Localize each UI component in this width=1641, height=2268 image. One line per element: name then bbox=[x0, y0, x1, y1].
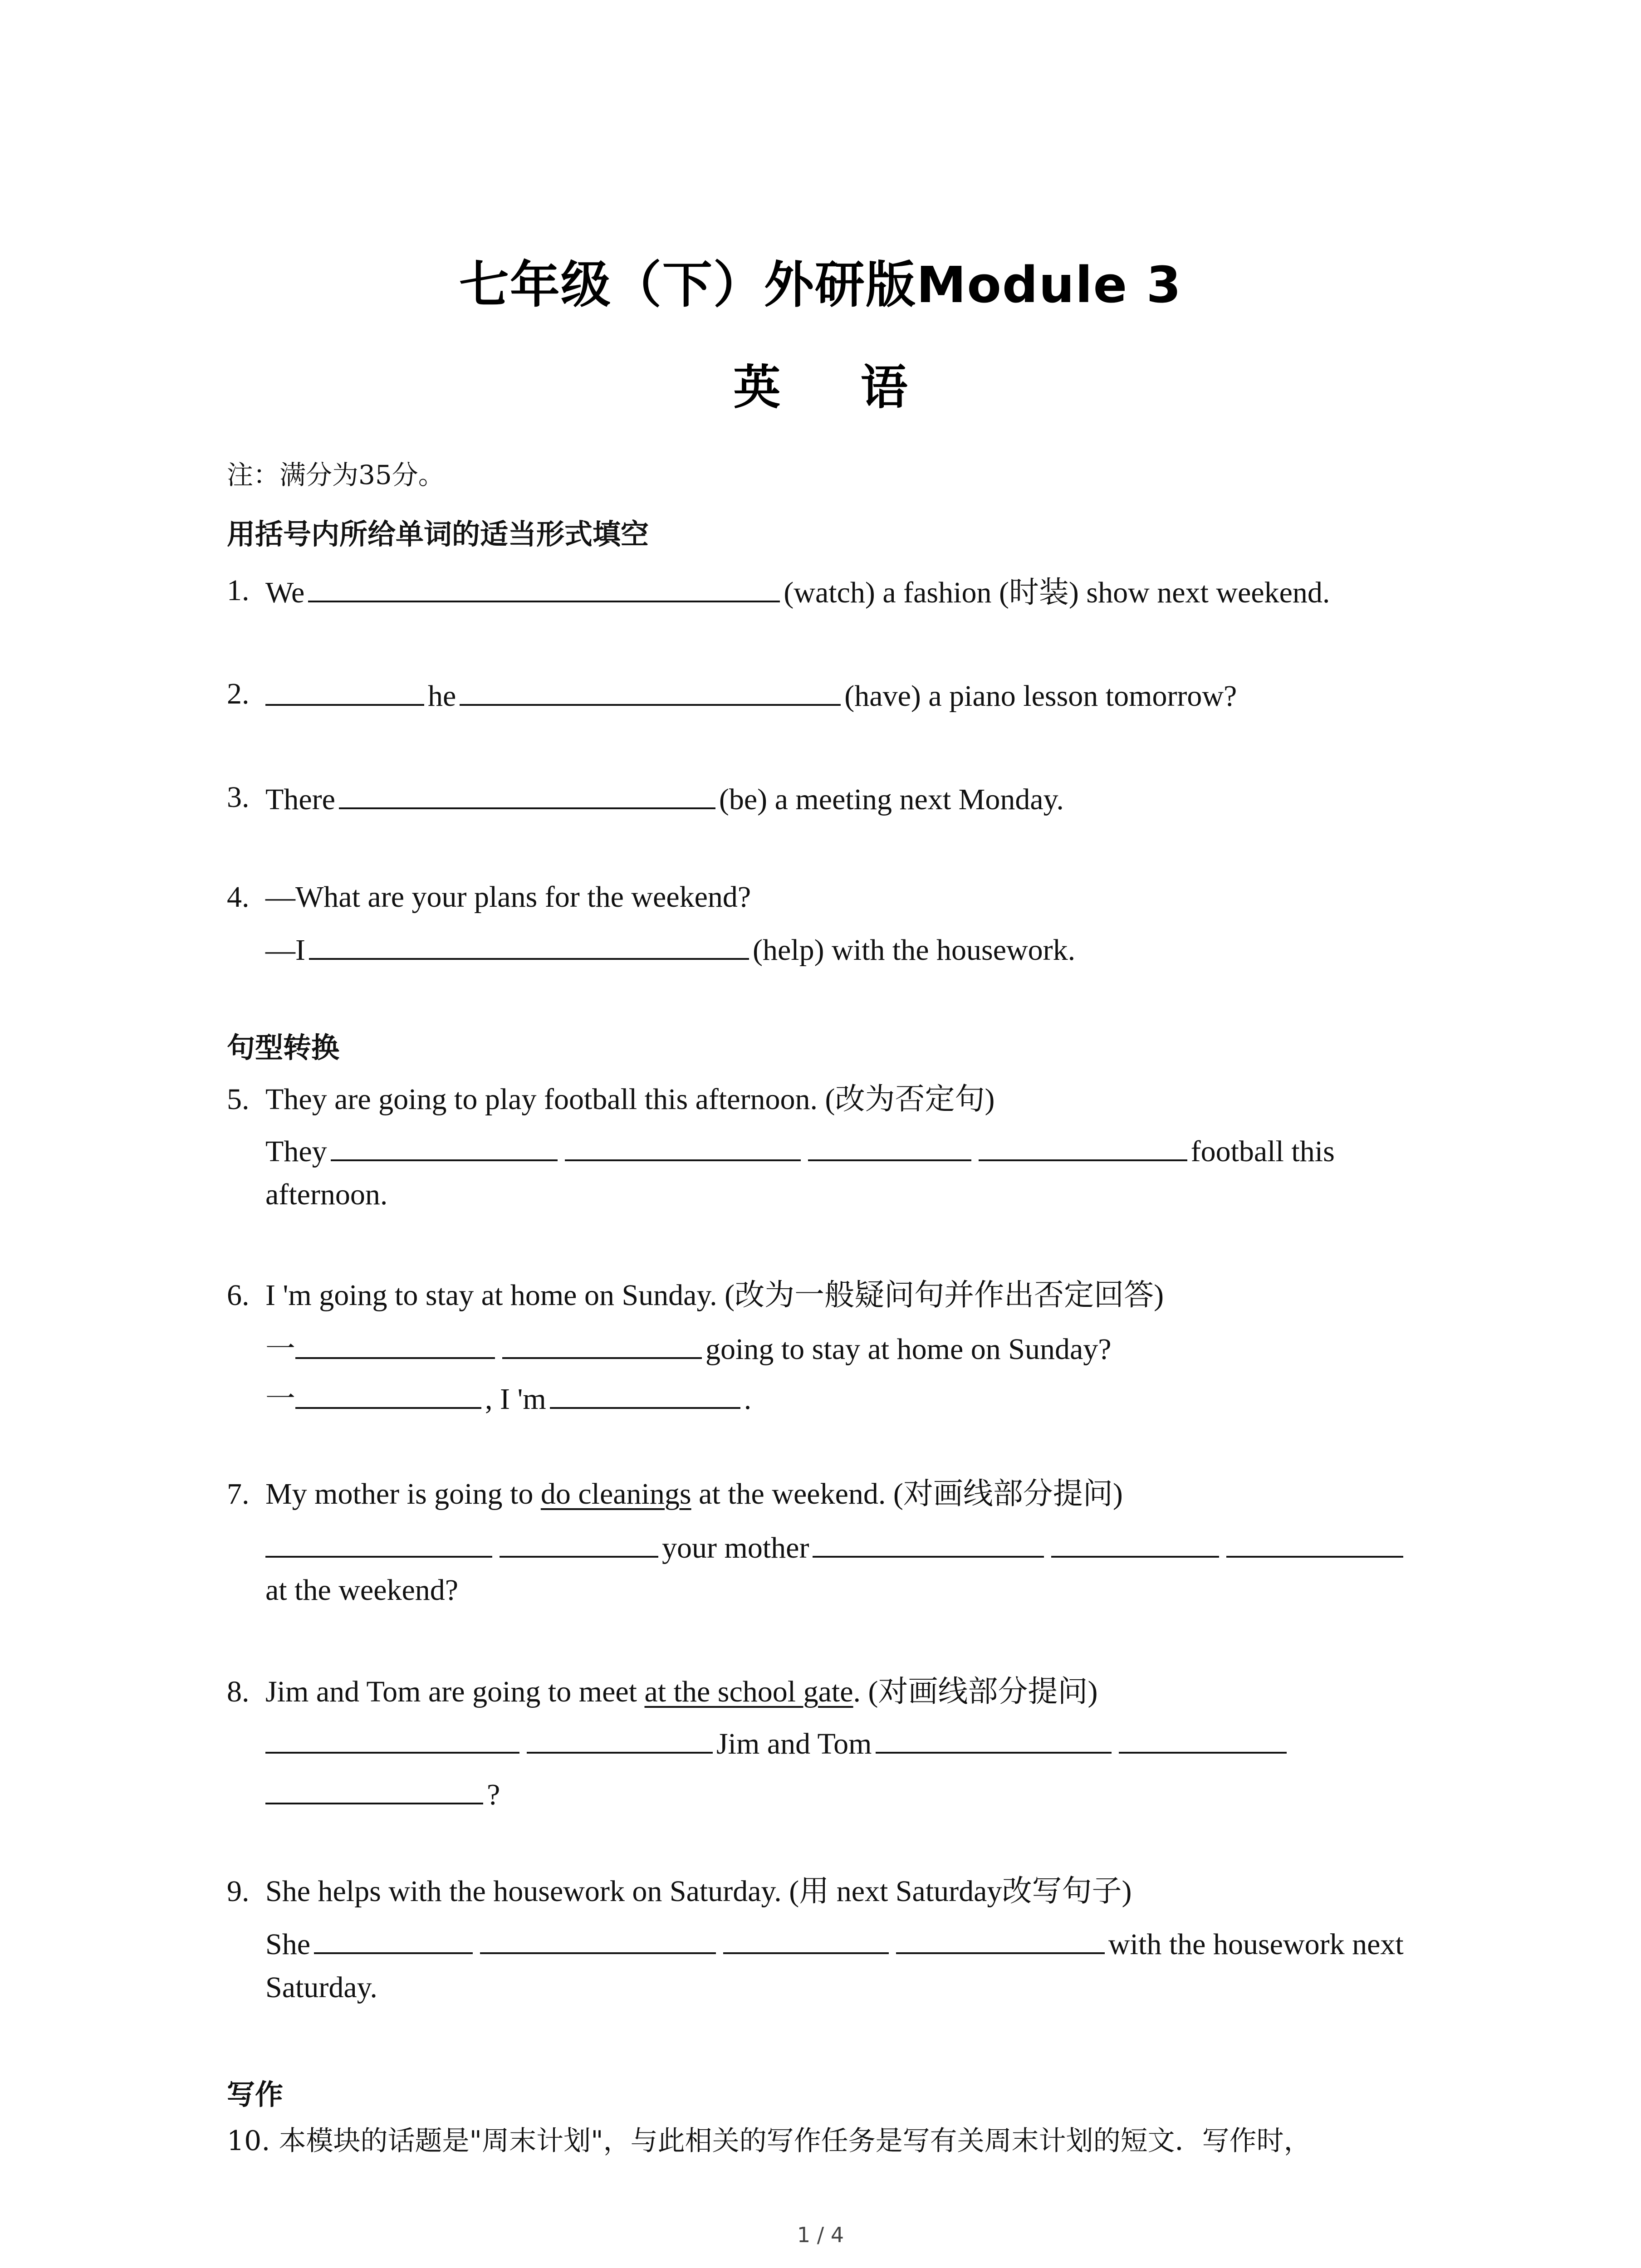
question-5-answer: They football this bbox=[265, 1131, 1335, 1170]
answer-blank[interactable] bbox=[480, 1924, 716, 1954]
question-1: We (watch) a fashion (时装) show next weekend. bbox=[265, 572, 1330, 611]
answer-blank[interactable] bbox=[331, 1131, 558, 1161]
answer-blank[interactable] bbox=[813, 1528, 1044, 1558]
question-2: he (have) a piano lesson tomorrow? bbox=[265, 676, 1237, 714]
question-number: 4. bbox=[227, 880, 250, 914]
answer-blank[interactable] bbox=[565, 1131, 801, 1161]
answer-blank[interactable] bbox=[265, 676, 424, 706]
question-4-prompt: —What are your plans for the weekend? bbox=[265, 880, 751, 914]
answer-blank[interactable] bbox=[527, 1724, 713, 1754]
question-7-answer: your mother bbox=[265, 1528, 1407, 1566]
answer-blank[interactable] bbox=[309, 930, 749, 960]
question-5-prompt: They are going to play football this afternoon. (改为否定句) bbox=[265, 1083, 995, 1116]
question-6-prompt: I 'm going to stay at home on Sunday. (改为一般疑问句并作出否定回答) bbox=[265, 1279, 1164, 1312]
question-7-continuation: at the weekend? bbox=[265, 1574, 459, 1607]
answer-blank[interactable] bbox=[502, 1329, 702, 1359]
answer-blank[interactable] bbox=[896, 1924, 1105, 1954]
question-9-answer: She with the housework next bbox=[265, 1924, 1404, 1963]
answer-blank[interactable] bbox=[1226, 1528, 1403, 1558]
answer-blank[interactable] bbox=[295, 1379, 481, 1409]
question-10-prompt: 10. 本模块的话题是"周末计划"，与此相关的写作任务是写有关周末计划的短文．写作时， bbox=[227, 2125, 1311, 2157]
question-number: 7. bbox=[227, 1477, 250, 1510]
answer-blank[interactable] bbox=[723, 1924, 889, 1954]
question-number: 1. bbox=[227, 574, 250, 607]
section-heading-writing: 写作 bbox=[227, 2078, 284, 2111]
answer-blank[interactable] bbox=[265, 1528, 492, 1558]
question-6-answer-1: 一 going to stay at home on Sunday? bbox=[265, 1329, 1112, 1368]
page-title: 七年级（下）外研版Module 3 bbox=[459, 256, 1182, 314]
answer-blank[interactable] bbox=[500, 1528, 658, 1558]
answer-blank[interactable] bbox=[550, 1379, 740, 1409]
answer-blank[interactable] bbox=[339, 779, 715, 809]
question-8-answer: Jim and Tom bbox=[265, 1724, 1290, 1762]
question-9-continuation: Saturday. bbox=[265, 1971, 377, 2004]
question-number: 9. bbox=[227, 1875, 250, 1908]
question-number: 3. bbox=[227, 781, 250, 814]
answer-blank[interactable] bbox=[308, 572, 780, 602]
question-number: 2. bbox=[227, 677, 250, 710]
underlined-phrase: do cleanings bbox=[540, 1477, 691, 1510]
answer-blank[interactable] bbox=[808, 1131, 971, 1161]
question-5-continuation: afternoon. bbox=[265, 1178, 388, 1211]
question-7-prompt: My mother is going to do cleanings at the weekend. (对画线部分提问) bbox=[265, 1477, 1123, 1510]
question-8-continuation: ? bbox=[265, 1774, 500, 1813]
answer-blank[interactable] bbox=[314, 1924, 473, 1954]
question-8-prompt: Jim and Tom are going to meet at the school gate. (对画线部分提问) bbox=[265, 1675, 1098, 1708]
answer-blank[interactable] bbox=[460, 676, 841, 706]
answer-blank[interactable] bbox=[265, 1724, 519, 1754]
question-6-answer-2: 一 , I 'm . bbox=[265, 1379, 751, 1418]
underlined-phrase: at the school gate bbox=[644, 1675, 853, 1708]
page-subtitle: 英 语 bbox=[733, 360, 940, 415]
question-4-answer: —I (help) with the housework. bbox=[265, 930, 1075, 968]
question-number: 6. bbox=[227, 1279, 250, 1312]
answer-blank[interactable] bbox=[876, 1724, 1112, 1754]
section-heading-fill-in: 用括号内所给单词的适当形式填空 bbox=[227, 518, 649, 551]
section-heading-transform: 句型转换 bbox=[227, 1031, 340, 1064]
page-number: 1 / 4 bbox=[797, 2223, 844, 2247]
answer-blank[interactable] bbox=[979, 1131, 1187, 1161]
question-number: 8. bbox=[227, 1675, 250, 1708]
question-number: 5. bbox=[227, 1083, 250, 1116]
answer-blank[interactable] bbox=[295, 1329, 495, 1359]
answer-blank[interactable] bbox=[1119, 1724, 1287, 1754]
answer-blank[interactable] bbox=[1051, 1528, 1219, 1558]
answer-blank[interactable] bbox=[265, 1774, 483, 1804]
question-9-prompt: She helps with the housework on Saturday. (用 next Saturday改写句子) bbox=[265, 1875, 1132, 1908]
question-3: There (be) a meeting next Monday. bbox=[265, 779, 1064, 818]
score-note: 注：满分为35分。 bbox=[227, 459, 445, 490]
